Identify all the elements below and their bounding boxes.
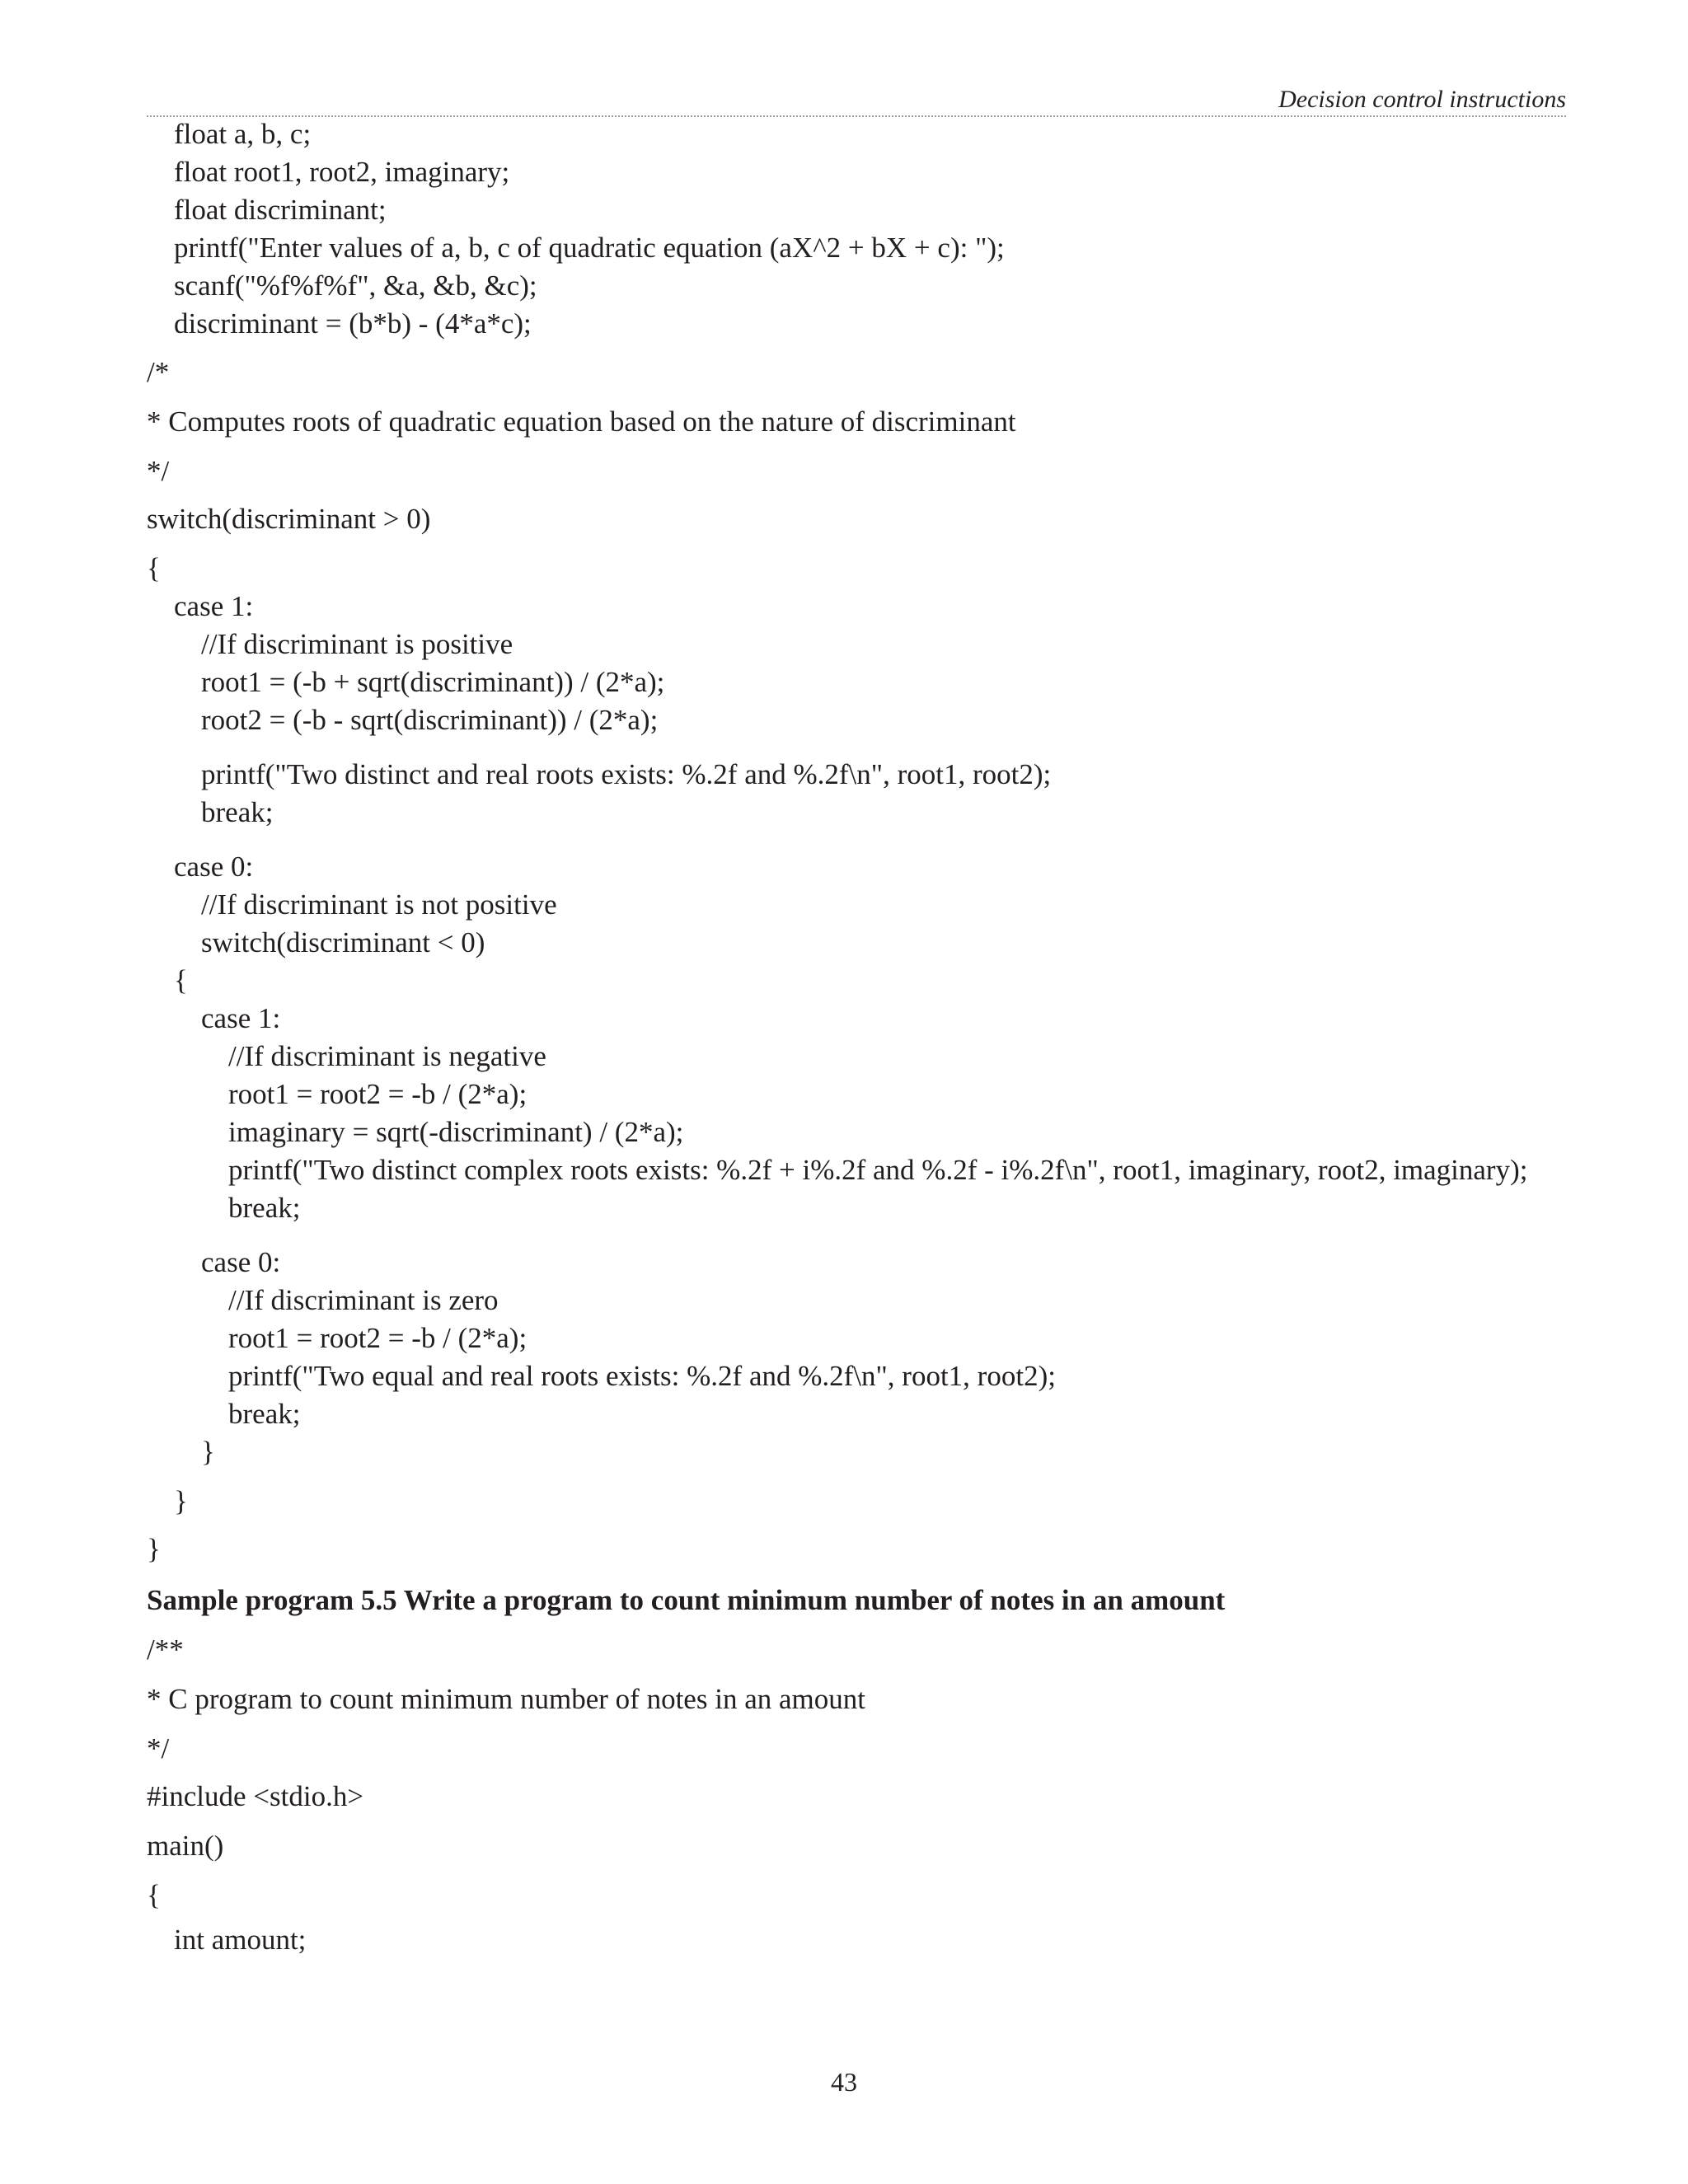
code-line: { xyxy=(174,964,188,996)
running-header xyxy=(147,82,1566,117)
code-line: //If discriminant is zero xyxy=(228,1284,499,1316)
code-line: } xyxy=(201,1436,215,1468)
code-line: //If discriminant is positive xyxy=(201,628,513,660)
running-header-title: Decision control instructions xyxy=(1278,86,1566,113)
code-line: case 1: xyxy=(174,590,254,622)
code-line: * Computes roots of quadratic equation based on the nature of discriminant xyxy=(147,405,1016,438)
code-line: case 1: xyxy=(201,1002,281,1034)
code-line: root1 = (-b + sqrt(discriminant)) / (2*a); xyxy=(201,666,665,698)
page-number: 43 xyxy=(831,2067,857,2097)
code-line: switch(discriminant < 0) xyxy=(201,926,485,958)
code-line: scanf("%f%f%f", &a, &b, &c); xyxy=(174,269,537,302)
code-line: #include <stdio.h> xyxy=(147,1780,364,1812)
code-line: } xyxy=(174,1485,188,1517)
code-line: printf("Two distinct complex roots exists: %.2f + i%.2f and %.2f - i%.2f\n", root1, imaginary, root2, imaginary); xyxy=(228,1154,1528,1186)
code-line: case 0: xyxy=(174,851,254,883)
code-line: printf("Two distinct and real roots exists: %.2f and %.2f\n", root1, root2); xyxy=(201,758,1052,790)
code-line: */ xyxy=(147,455,170,487)
code-line: root2 = (-b - sqrt(discriminant)) / (2*a); xyxy=(201,704,659,736)
code-line: * C program to count minimum number of notes in an amount xyxy=(147,1683,865,1715)
code-line: break; xyxy=(201,796,274,828)
code-line: //If discriminant is not positive xyxy=(201,888,557,921)
section-heading: Sample program 5.5 Write a program to count minimum number of notes in an amount xyxy=(147,1584,1226,1616)
code-line: break; xyxy=(228,1398,301,1430)
code-line: printf("Enter values of a, b, c of quadratic equation (aX^2 + bX + c): "); xyxy=(174,232,1005,264)
code-line: float root1, root2, imaginary; xyxy=(174,156,510,188)
code-line: case 0: xyxy=(201,1246,281,1278)
code-line: { xyxy=(147,1879,161,1911)
code-line: */ xyxy=(147,1732,170,1765)
code-line: { xyxy=(147,552,161,584)
code-line: float discriminant; xyxy=(174,194,387,226)
code-line: float a, b, c; xyxy=(174,118,312,150)
code-line: int amount; xyxy=(174,1924,307,1956)
code-line: break; xyxy=(228,1192,301,1224)
code-line: /** xyxy=(147,1633,184,1666)
code-line: discriminant = (b*b) - (4*a*c); xyxy=(174,307,532,340)
code-line: /* xyxy=(147,356,170,388)
code-line: root1 = root2 = -b / (2*a); xyxy=(228,1322,528,1354)
code-line: root1 = root2 = -b / (2*a); xyxy=(228,1078,528,1110)
code-line: } xyxy=(147,1533,161,1565)
code-line: //If discriminant is negative xyxy=(228,1040,546,1072)
code-line: printf("Two equal and real roots exists: %.2f and %.2f\n", root1, root2); xyxy=(228,1360,1056,1392)
code-line: main() xyxy=(147,1830,224,1862)
code-line: imaginary = sqrt(-discriminant) / (2*a); xyxy=(228,1116,684,1148)
code-line: switch(discriminant > 0) xyxy=(147,503,431,535)
